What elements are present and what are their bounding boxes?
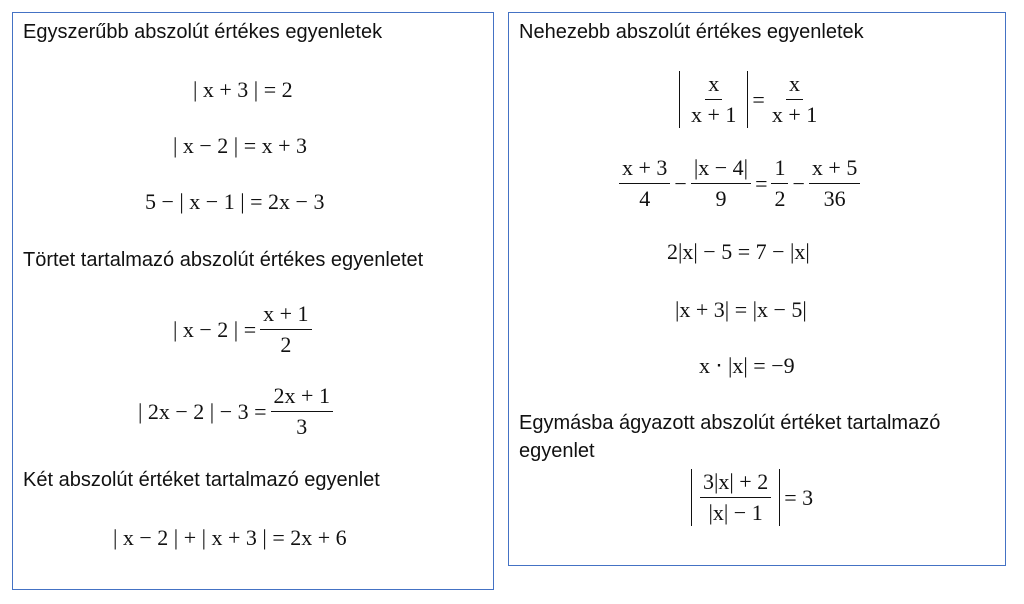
equation-rhs: = 3 bbox=[784, 484, 814, 510]
equals-sign: = bbox=[752, 86, 765, 112]
fraction-denominator: 2 bbox=[280, 332, 292, 357]
fraction-denominator: 3 bbox=[296, 414, 308, 439]
fraction-numerator: 3|x| + 2 bbox=[700, 469, 771, 498]
equation-lhs: | x − 2 | = bbox=[173, 316, 257, 342]
operator: − bbox=[674, 170, 687, 196]
fraction-denominator: 9 bbox=[715, 186, 727, 211]
fraction-denominator: x + 1 bbox=[691, 102, 737, 127]
fraction-numerator: 1 bbox=[771, 155, 788, 184]
section-heading-simpler: Egyszerűbb abszolút értékes egyenletek bbox=[23, 21, 383, 43]
equation-lhs: | 2x − 2 | − 3 = bbox=[138, 398, 267, 424]
equation-r5 bbox=[699, 353, 795, 379]
left-panel bbox=[12, 12, 494, 590]
section-heading-fraction: Törtet tartalmazó abszolút értékes egyenletet bbox=[23, 249, 424, 271]
fraction bbox=[769, 71, 820, 128]
equation-text: 5 − | x − 1 | = 2x − 3 bbox=[145, 189, 325, 214]
equation-r3 bbox=[667, 239, 810, 265]
equation-text: 2|x| − 5 = 7 − |x| bbox=[667, 239, 810, 264]
fraction-numerator: |x − 4| bbox=[691, 155, 751, 184]
equation-text: x ⋅ |x| = −9 bbox=[699, 353, 795, 378]
equation-1 bbox=[193, 77, 293, 103]
equation-4 bbox=[173, 301, 316, 358]
absolute-value bbox=[679, 71, 748, 128]
fraction-denominator: 36 bbox=[823, 186, 846, 211]
fraction-denominator: 2 bbox=[774, 186, 786, 211]
equation-r2 bbox=[615, 155, 864, 212]
fraction-numerator: x + 5 bbox=[809, 155, 860, 184]
fraction bbox=[771, 155, 788, 212]
section-heading-two-abs: Két abszolút értéket tartalmazó egyenlet bbox=[23, 469, 380, 491]
equation-text: | x − 2 | + | x + 3 | = 2x + 6 bbox=[113, 525, 347, 550]
fraction-numerator: x bbox=[705, 71, 722, 100]
equation-5 bbox=[138, 383, 337, 440]
operator: = bbox=[755, 170, 768, 196]
fraction-numerator: 2x + 1 bbox=[271, 383, 333, 412]
fraction-numerator: x + 3 bbox=[619, 155, 670, 184]
section-heading-harder: Nehezebb abszolút értékes egyenletek bbox=[519, 21, 864, 43]
fraction bbox=[260, 301, 311, 358]
absolute-value bbox=[691, 469, 780, 526]
fraction-numerator: x + 1 bbox=[260, 301, 311, 330]
fraction-numerator: x bbox=[786, 71, 803, 100]
equation-3 bbox=[145, 189, 324, 215]
section-heading-nested bbox=[519, 409, 940, 465]
heading-line: egyenlet bbox=[519, 440, 595, 462]
fraction bbox=[619, 155, 670, 212]
equation-2 bbox=[173, 133, 307, 159]
fraction bbox=[700, 469, 771, 526]
equation-text: |x + 3| = |x − 5| bbox=[675, 297, 807, 322]
equation-r6 bbox=[687, 469, 813, 526]
operator: − bbox=[792, 170, 805, 196]
fraction bbox=[691, 155, 751, 212]
fraction-denominator: 4 bbox=[639, 186, 651, 211]
equation-text: | x + 3 | = 2 bbox=[193, 77, 293, 102]
equation-r4 bbox=[675, 297, 807, 323]
equation-text: | x − 2 | = x + 3 bbox=[173, 133, 308, 158]
fraction bbox=[809, 155, 860, 212]
heading-line: Egymásba ágyazott abszolút értéket tartalmazó bbox=[519, 412, 941, 434]
fraction bbox=[688, 71, 739, 128]
fraction-denominator: x + 1 bbox=[771, 102, 818, 127]
equation-6 bbox=[113, 525, 347, 551]
fraction bbox=[271, 383, 333, 440]
equation-r1 bbox=[675, 71, 824, 128]
right-panel bbox=[508, 12, 1006, 566]
fraction-denominator: |x| − 1 bbox=[708, 500, 763, 525]
